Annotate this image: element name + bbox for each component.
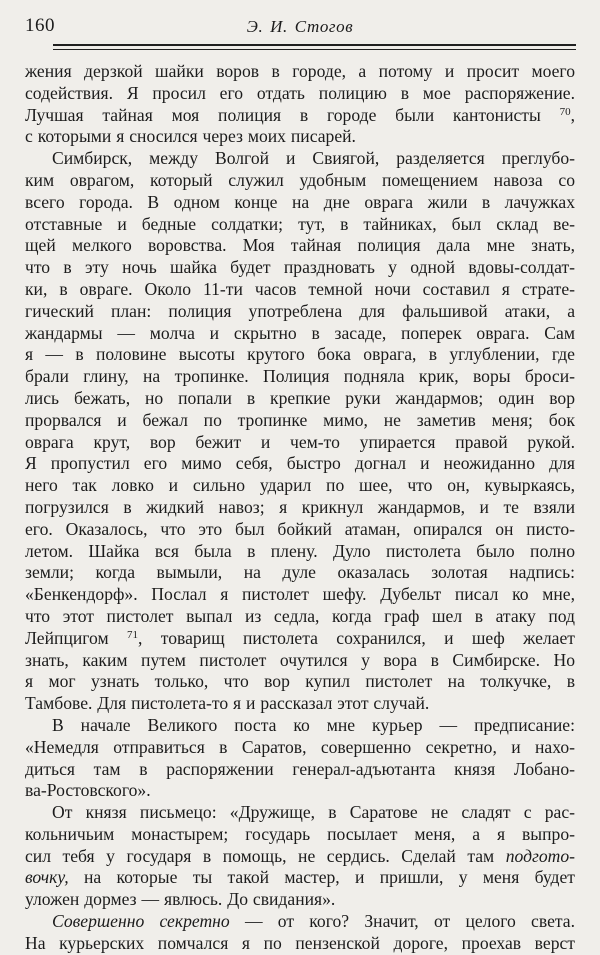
text-line bbox=[25, 628, 575, 650]
text-line bbox=[25, 170, 575, 192]
text-line bbox=[25, 584, 575, 606]
text-run: Я пропустил его мимо себя, быстро догнал и неожиданно для bbox=[25, 453, 575, 474]
text-line bbox=[25, 366, 575, 388]
running-title: Э. И. Стогов bbox=[246, 17, 354, 36]
text-run: , товарищ пистолета сохранился, и шеф желает bbox=[138, 627, 575, 648]
text-line bbox=[25, 562, 575, 584]
text-line bbox=[25, 192, 575, 214]
text-line bbox=[25, 105, 575, 127]
text-run: уложен дормез — явлюсь. До свидания». bbox=[25, 889, 336, 910]
text-line bbox=[25, 606, 575, 628]
text-run: Лейпцигом bbox=[25, 627, 127, 648]
text-run: земли; когда вымыли, на дуле оказалась золотая надпись: bbox=[25, 562, 575, 583]
text-line bbox=[25, 780, 575, 802]
page-number: 160 bbox=[25, 15, 55, 36]
page-header bbox=[0, 0, 600, 50]
header-rule bbox=[53, 44, 576, 50]
text-run: всего города. В одном конце на дне оврага жили в лачужках bbox=[25, 191, 575, 212]
text-run: ки, в овраге. Около 11-ти часов темной ночи составил я страте- bbox=[25, 278, 575, 299]
text-run: я мог узнать только, что вор купил пистолет на толкучке, в bbox=[25, 671, 575, 692]
text-run: ва-Ростовского». bbox=[25, 780, 151, 801]
text-line bbox=[25, 475, 575, 497]
text-line bbox=[25, 214, 575, 236]
text-line bbox=[25, 519, 575, 541]
text-run: лись бежать, но попали в крепкие руки жандармов; один вор bbox=[25, 387, 575, 408]
text-run: жандармы — молча и скрытно в засаде, поперек оврага. Сам bbox=[25, 322, 575, 343]
text-run: погрузился в жидкий навоз; я крикнул жандармов, и те взяли bbox=[25, 496, 575, 517]
text-line bbox=[25, 911, 575, 933]
text-run: содействия. Я просил его отдать полицию в мое распоряжение. bbox=[25, 82, 575, 103]
text-line bbox=[25, 432, 575, 454]
italic-text: Совершенно секретно bbox=[52, 911, 230, 932]
text-line bbox=[25, 61, 575, 83]
text-run: прорвался и бежал по тропинке мимо, не заметив меня; бок bbox=[25, 409, 575, 430]
text-run: На курьерских помчался я по пензенской дороге, проехав верст bbox=[25, 932, 575, 953]
text-line bbox=[25, 824, 575, 846]
text-run: В начале Великого поста ко мне курьер — предписание: bbox=[52, 714, 575, 735]
text-line bbox=[25, 257, 575, 279]
text-run: гический план: полиция употреблена для фальшивой атаки, а bbox=[25, 300, 575, 321]
text-line bbox=[25, 279, 575, 301]
text-line bbox=[25, 541, 575, 563]
text-run: кольничьим монастырем; государь посылает меня, а я выпро- bbox=[25, 823, 575, 844]
text-line bbox=[25, 344, 575, 366]
text-run: жения дерзкой шайки воров в городе, а потому и просит моего bbox=[25, 61, 575, 81]
text-line bbox=[25, 693, 575, 715]
text-run: ким оврагом, который служил удобным помещением навоза со bbox=[25, 169, 575, 190]
text-run: на которые ты такой мастер, и пришли, у меня будет bbox=[68, 867, 575, 888]
text-run: Тамбове. Для пистолета-то я и рассказал этот случай. bbox=[25, 693, 430, 714]
text-line bbox=[25, 453, 575, 475]
text-line bbox=[25, 126, 575, 148]
text-run: диться там в распоряжении генерал-адъютанта князя Лобано- bbox=[25, 758, 575, 779]
text-line bbox=[25, 497, 575, 519]
footnote-ref: 71 bbox=[127, 628, 138, 641]
text-line bbox=[25, 148, 575, 170]
text-run: что этот пистолет выпал из седла, когда граф шел в атаку под bbox=[25, 605, 575, 626]
text-run: отставные и бедные солдатки; тут, в тайниках, был склад ве- bbox=[25, 213, 575, 234]
text-line bbox=[25, 671, 575, 693]
text-line bbox=[25, 410, 575, 432]
text-run: сил тебя у государя в помощь, не сердись. Сделай там bbox=[25, 845, 506, 866]
text-run: , bbox=[570, 104, 575, 125]
text-line bbox=[25, 867, 575, 889]
text-line bbox=[25, 388, 575, 410]
text-run: — от кого? Значит, от целого света. bbox=[229, 911, 575, 932]
footnote-ref: 70 bbox=[559, 105, 571, 118]
text-run: него так ловко и сильно ударил по шее, что он, кувыркаясь, bbox=[25, 475, 575, 496]
text-line bbox=[25, 759, 575, 781]
text-line bbox=[25, 846, 575, 868]
text-run: От князя письмецо: «Дружище, в Саратове не сладят с рас- bbox=[52, 802, 575, 823]
text-run: знать, каким путем пистолет очутился у вора в Симбирске. Но bbox=[25, 649, 575, 670]
text-run: что в эту ночь шайка будет праздновать у одной вдовы-солдат- bbox=[25, 257, 575, 278]
text-line bbox=[25, 650, 575, 672]
text-line bbox=[25, 933, 575, 955]
text-run: я — в половине высоты крутого бока оврага, в углублении, где bbox=[25, 344, 575, 365]
text-run: «Бенкендорф». Послал я пистолет шефу. Дубельт писал ко мне, bbox=[25, 584, 575, 605]
italic-text: подгото- bbox=[505, 845, 575, 866]
text-line bbox=[25, 83, 575, 105]
text-run: с которыми я сносился через моих писарей. bbox=[25, 126, 356, 147]
text-run: брали глину, на тропинке. Полиция подняла крик, воры броси- bbox=[25, 366, 575, 387]
text-run: летом. Шайка вся была в плену. Дуло пистолета было полно bbox=[25, 540, 575, 561]
text-run: «Немедля отправиться в Саратов, совершенно секретно, и нахо- bbox=[25, 736, 575, 757]
text-run: Лучшая тайная моя полиция в городе были кантонисты bbox=[25, 104, 560, 125]
text-run: оврага крут, вор бежит и чем-то упирается правой рукой. bbox=[25, 431, 575, 452]
italic-text: вочку, bbox=[25, 867, 69, 888]
text-line bbox=[25, 737, 575, 759]
text-line bbox=[25, 235, 575, 257]
text-line bbox=[25, 889, 575, 911]
page-body bbox=[25, 61, 575, 955]
text-run: Симбирск, между Волгой и Свиягой, разделяется преглубо- bbox=[52, 148, 575, 169]
text-line bbox=[25, 323, 575, 345]
text-run: его. Оказалось, что это был бойкий атаман, опирался он писто- bbox=[25, 518, 575, 539]
text-line bbox=[25, 802, 575, 824]
text-line bbox=[25, 301, 575, 323]
text-line bbox=[25, 715, 575, 737]
text-run: щей мелкого воровства. Моя тайная полиция дала мне знать, bbox=[25, 235, 575, 256]
